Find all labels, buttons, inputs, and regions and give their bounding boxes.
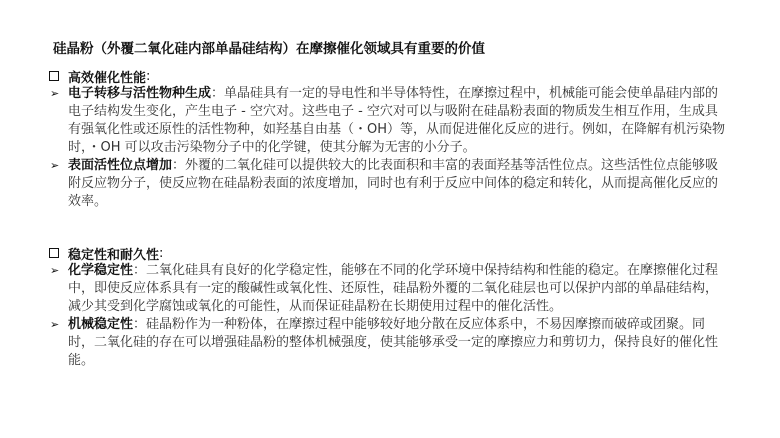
section-stability-durability xyxy=(49,244,729,370)
section-heading: 稳定性和耐久性 : xyxy=(49,244,729,262)
item-text: 二氧化硅具有良好的化学稳定性，能够在不同的化学环境中保持结构和性能的稳定。在摩擦催化过程中，即使反应体系具有一定的酸碱性或氧化性、还原性，硅晶粉外覆的二氧化硅层也可以保护内部的单晶硅结构，减少其受到化学腐蚀或氧化的可能性，从而保证硅晶粉在长期使用过程中的催化活性。 xyxy=(68,263,719,314)
section-heading-text: 高效催化性能 xyxy=(68,70,147,86)
item-title: 表面活性位点增加 xyxy=(68,158,173,173)
arrow-bullet-icon: ➢ xyxy=(50,87,60,100)
list-item: ➢ 机械稳定性：硅晶粉作为一种粉体，在摩擦过程中能够较好地分散在反应体系中，不易因摩擦而破碎或团聚。同时，二氧化硅的存在可以增强硅晶粉的整体机械强度，使其能够承受一定的摩擦应力和剪切力，保持良好的催化性能。 xyxy=(50,317,719,368)
list-item: ➢ 表面活性位点增加：外覆的二氧化硅可以提供较大的比表面积和丰富的表面羟基等活性位点。这些活性位点能够吸附反应物分子，使反应物在硅晶粉表面的浓度增加，同时也有利于反应中间体的稳定和转化，从而提高催化反应的效率。 xyxy=(50,158,719,209)
item-title: 机械稳定性 xyxy=(68,317,134,332)
list-item: ➢ 电子转移与活性物种生成：单晶硅具有一定的导电性和半导体特性，在摩擦过程中，机械能可能会使单晶硅内部的电子结构发生变化，产生电子 - 空穴对。这些电子 - 空穴对可以与吸附在硅晶粉表面的物质发生相互作用，生成具有强氧化性或还原性的活性物种，如羟基自由基（・OH）等，从而促进催化反应的进行。例如，在降解有机污染物时，・OH 可以攻击污染物分子中的化学键，使其分解为无害的小分子。 xyxy=(50,86,726,155)
section-heading-text: 稳定性和耐久性 xyxy=(68,247,160,263)
square-bullet-icon xyxy=(49,248,59,258)
list-item: ➢ 化学稳定性：二氧化硅具有良好的化学稳定性，能够在不同的化学环境中保持结构和性能的稳定。在摩擦催化过程中，即使反应体系具有一定的酸碱性或氧化性、还原性，硅晶粉外覆的二氧化硅层也可以保护内部的单晶硅结构，减少其受到化学腐蚀或氧化的可能性，从而保证硅晶粉在长期使用过程中的催化活性。 xyxy=(50,263,719,314)
item-text: 单晶硅具有一定的导电性和半导体特性，在摩擦过程中，机械能可能会使单晶硅内部的电子结构发生变化，产生电子 - 空穴对。这些电子 - 空穴对可以与吸附在硅晶粉表面的物质发生相互作用，生成具有强氧化性或还原性的活性物种，如羟基自由基（・OH）等，从而促进催化反应的进行。例如，在降解有机污染物时，・OH 可以攻击污染物分子中的化学键，使其分解为无害的小分子。 xyxy=(68,86,726,155)
section-heading: 高效催化性能 : xyxy=(49,67,729,85)
section-catalytic-performance xyxy=(49,67,729,211)
item-text: 外覆的二氧化硅可以提供较大的比表面积和丰富的表面羟基等活性位点。这些活性位点能够吸附反应物分子，使反应物在硅晶粉表面的浓度增加，同时也有利于反应中间体的稳定和转化，从而提高催化反应的效率。 xyxy=(68,158,719,209)
arrow-bullet-icon: ➢ xyxy=(50,318,60,331)
item-title: 电子转移与活性物种生成 xyxy=(68,86,212,101)
page-title: 硅晶粉（外覆二氧化硅内部单晶硅结构）在摩擦催化领域具有重要的价值 xyxy=(53,41,485,57)
square-bullet-icon xyxy=(49,71,59,81)
arrow-bullet-icon: ➢ xyxy=(50,264,60,277)
arrow-bullet-icon: ➢ xyxy=(50,159,60,172)
item-text: 硅晶粉作为一种粉体，在摩擦过程中能够较好地分散在反应体系中，不易因摩擦而破碎或团聚。同时，二氧化硅的存在可以增强硅晶粉的整体机械强度，使其能够承受一定的摩擦应力和剪切力，保持良好的催化性能。 xyxy=(68,317,719,368)
item-title: 化学稳定性 xyxy=(68,263,134,278)
